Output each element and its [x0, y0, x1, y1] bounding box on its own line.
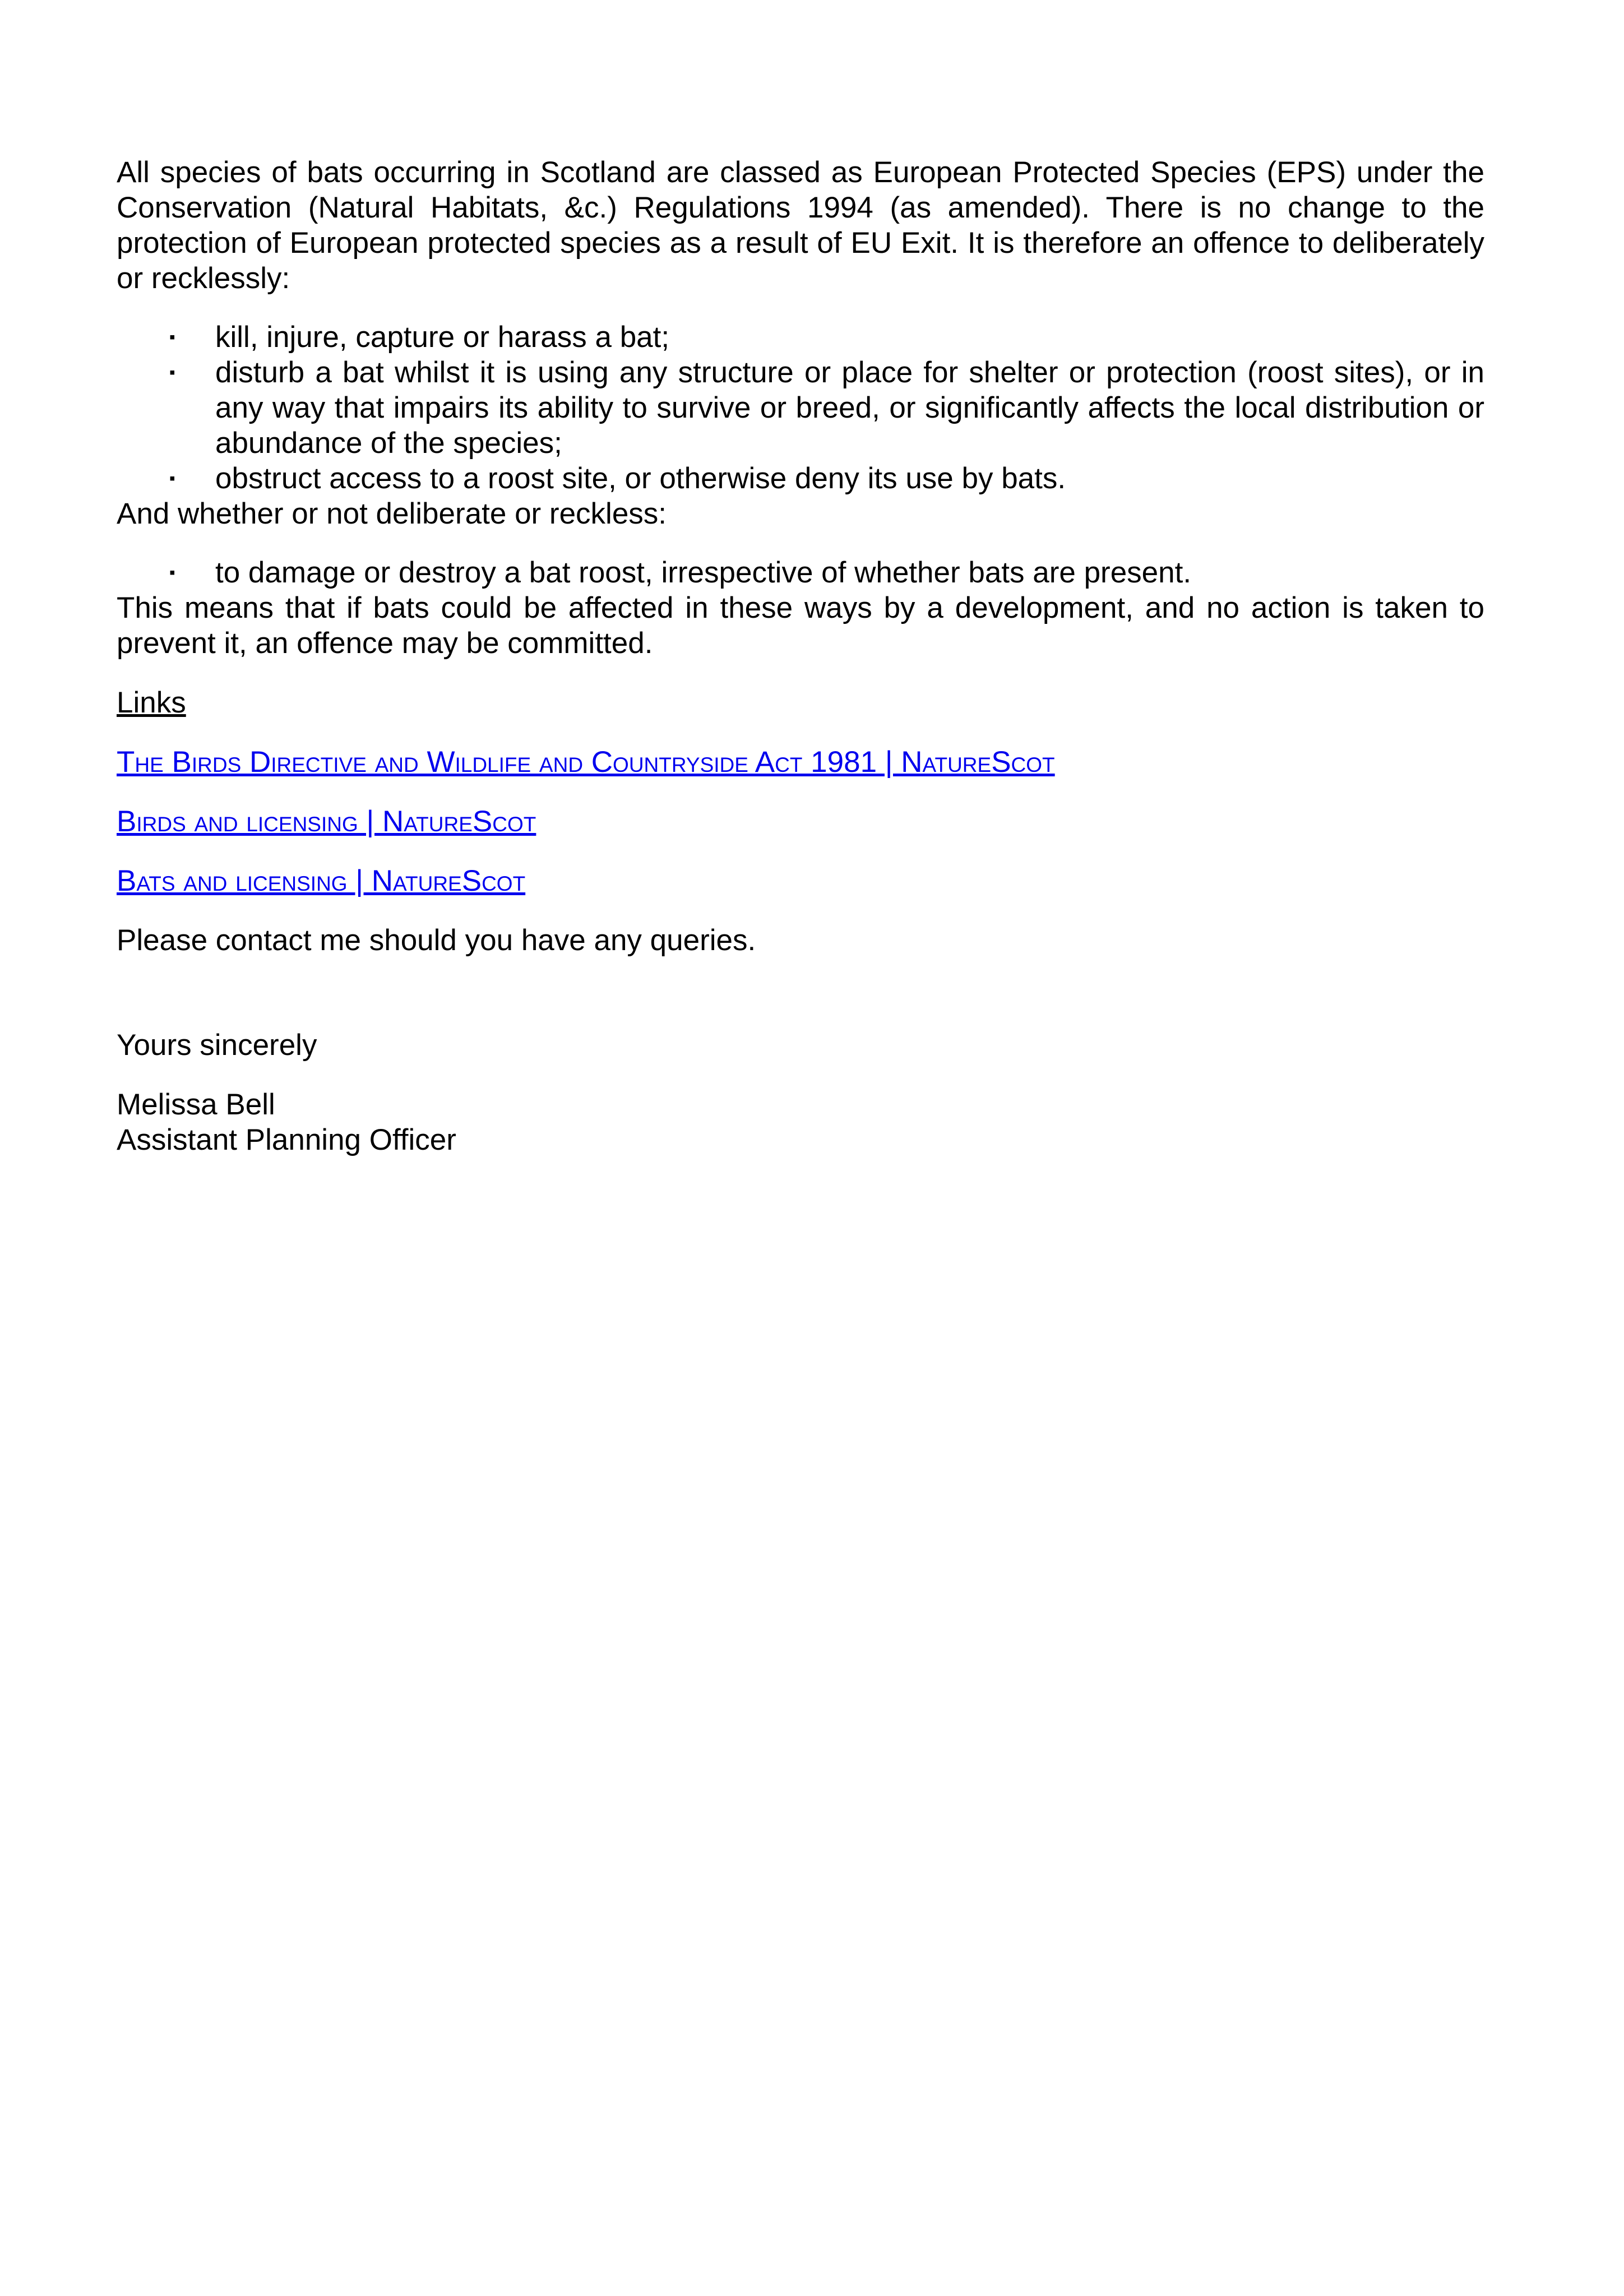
list-item — [117, 461, 1484, 496]
bullet-icon: ▪ — [169, 469, 175, 488]
link-birds-licensing[interactable]: Birds and licensing | NatureScot — [117, 805, 536, 838]
list-item — [117, 555, 1484, 590]
signatory-name: Melissa Bell — [117, 1088, 275, 1121]
link-bats-licensing[interactable]: Bats and licensing | NatureScot — [117, 864, 526, 897]
signatory-title: Assistant Planning Officer — [117, 1123, 456, 1156]
links-heading: Links — [117, 686, 186, 719]
bullet-icon: ▪ — [169, 563, 175, 582]
list-item-text: obstruct access to a roost site, or otherwise deny its use by bats. — [215, 462, 1066, 495]
bullet-icon: ▪ — [169, 363, 175, 382]
list-item-text: kill, injure, capture or harass a bat; — [215, 321, 670, 354]
letter-page — [117, 155, 1484, 1158]
signature-block — [117, 1087, 1484, 1158]
link-birds-directive[interactable]: The Birds Directive and Wildlife and Countryside Act 1981 | NatureScot — [117, 746, 1055, 779]
closing: Yours sincerely — [117, 1029, 317, 1062]
bullet-icon: ▪ — [169, 328, 175, 346]
offence-list — [117, 320, 1484, 496]
list-item-text: disturb a bat whilst it is using any structure or place for shelter or protection (roost sites), or in any way that impairs its ability to survive or breed, or significantly affects the local distribution or abundance of the species; — [215, 356, 1484, 460]
means-paragraph: This means that if bats could be affected in these ways by a development, and no action is taken to prevent it, an offence may be committed. — [117, 591, 1484, 660]
contact-line: Please contact me should you have any queries. — [117, 924, 756, 957]
whether-line: And whether or not deliberate or reckless: — [117, 497, 667, 530]
roost-list — [117, 555, 1484, 590]
intro-paragraph: All species of bats occurring in Scotland are classed as European Protected Species (EPS) under the Conservation (Natural Habitats, &c.) Regulations 1994 (as amended). There is no change to the protection of European protected species as a result of EU Exit. It is therefore an offence to deliberately or recklessly: — [117, 156, 1484, 295]
list-item-text: to damage or destroy a bat roost, irrespective of whether bats are present. — [215, 556, 1192, 589]
list-item — [117, 355, 1484, 461]
list-item — [117, 320, 1484, 355]
